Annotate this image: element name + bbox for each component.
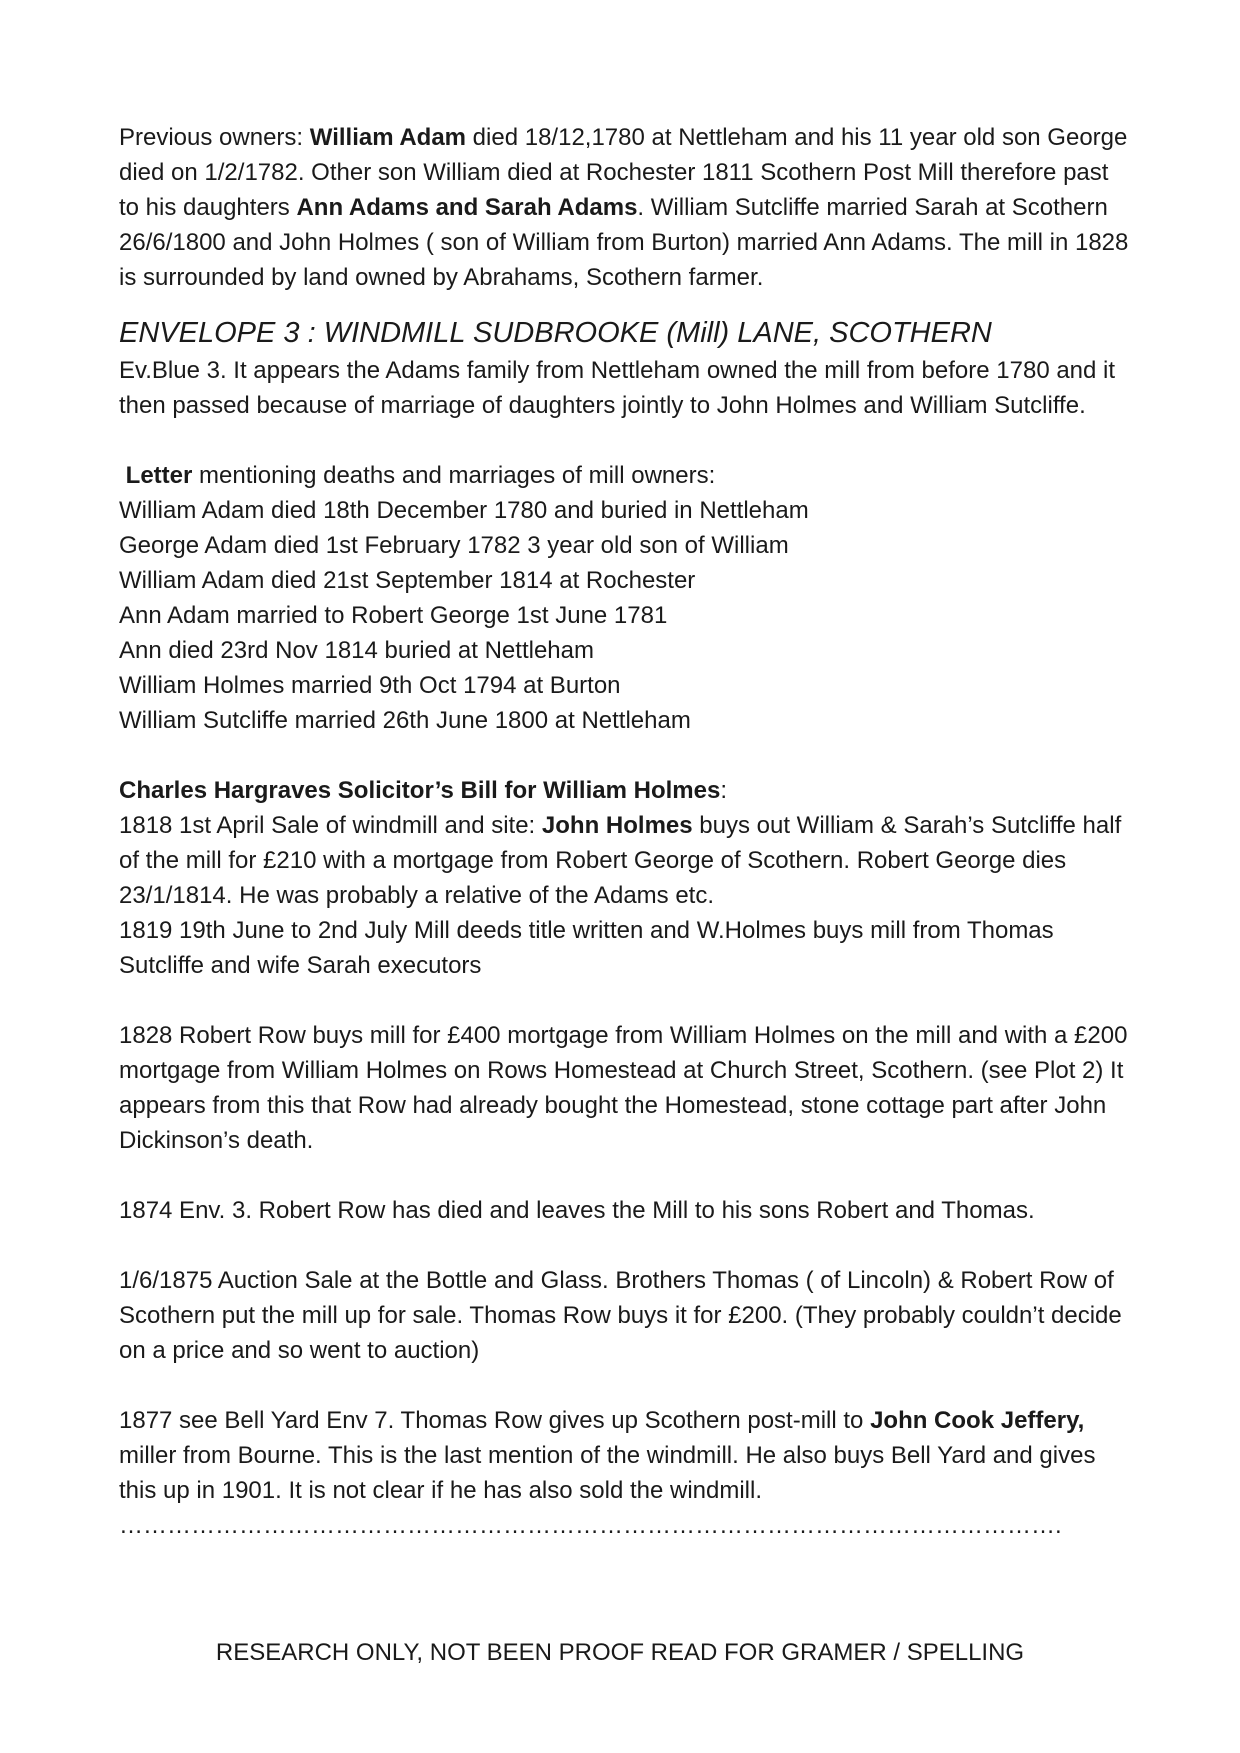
letter-line: William Sutcliffe married 26th June 1800 at Nettleham — [119, 707, 691, 734]
solicitor-bill-section — [119, 773, 1129, 983]
bold-name: Ann Adams and Sarah Adams — [296, 194, 638, 221]
letter-line: William Adam died 18th December 1780 and buried in Nettleham — [119, 497, 809, 524]
entry-1877 — [119, 1403, 1129, 1508]
ev-blue-paragraph: Ev.Blue 3. It appears the Adams family from Nettleham owned the mill from before 1780 and it then passed because of marriage of daughters jointly to John Holmes and William Sutcliffe. — [119, 357, 1116, 419]
letter-line: Ann Adam married to Robert George 1st June 1781 — [119, 602, 668, 629]
text: buys out William & Sarah’s Sutcliffe half of the mill for £210 with a mortgage from Robert George of Scothern. Robert George dies 23/1/1814. He was probably a relative of the Adams etc. — [119, 812, 1122, 909]
text: Previous owners: — [119, 124, 310, 151]
footer-note: RESEARCH ONLY, NOT BEEN PROOF READ FOR GRAMER / SPELLING — [215, 1639, 1025, 1666]
bill-title-text: Charles Hargraves Solicitor’s Bill for William Holmes — [119, 777, 721, 804]
entry-1874: 1874 Env. 3. Robert Row has died and leaves the Mill to his sons Robert and Thomas. — [119, 1197, 1035, 1224]
bill-entry-1819: 1819 19th June to 2nd July Mill deeds title written and W.Holmes buys mill from Thomas Sutcliffe and wife Sarah executors — [119, 917, 1054, 979]
bold-name: John Cook Jeffery, — [870, 1407, 1085, 1434]
letter-line: Ann died 23rd Nov 1814 buried at Nettleham — [119, 637, 594, 664]
bill-entry-1818 — [119, 808, 1129, 913]
text: miller from Bourne. This is the last mention of the windmill. He also buys Bell Yard and gives this up in 1901. It is not clear if he has also sold the windmill. — [119, 1442, 1096, 1504]
letter-line: William Adam died 21st September 1814 at Rochester — [119, 567, 696, 594]
text: mentioning deaths and marriages of mill owners: — [192, 462, 716, 489]
section-heading: ENVELOPE 3 : WINDMILL SUDBROOKE (Mill) LANE, SCOTHERN — [119, 317, 992, 349]
text: . William Sutcliffe married Sarah at Scothern 26/6/1800 and John Holmes ( son of William from Burton) married Ann Adams. The mill in 1828 is surrounded by land owned by Abrahams, Scothern farmer. — [119, 194, 1129, 291]
bill-title — [119, 773, 1129, 808]
letter-line: William Holmes married 9th Oct 1794 at Burton — [119, 672, 621, 699]
text: died 18/12,1780 at Nettleham and his 11 year old son George died on 1/2/1782. Other son William died at Rochester 1811 Scothern Post Mill therefore past to his daughters — [119, 124, 1128, 221]
dotted-separator: ………………………………………………………………………………………………………. — [119, 1512, 1062, 1539]
letter-label: Letter — [125, 462, 193, 489]
bold-name: John Holmes — [541, 812, 693, 839]
entry-1828: 1828 Robert Row buys mill for £400 mortgage from William Holmes on the mill and with a £200 mortgage from William Holmes on Rows Homestead at Church Street, Scothern. (see Plot 2) It appears from this that Row had already bought the Homestead, stone cottage part after John Dickinson’s death. — [119, 1022, 1128, 1154]
document-body — [119, 120, 1129, 1543]
entry-1875: 1/6/1875 Auction Sale at the Bottle and Glass. Brothers Thomas ( of Lincoln) & Robert Row of Scothern put the mill up for sale. Thomas Row buys it for £200. (They probably couldn’t decide on a price and so went to auction) — [119, 1267, 1122, 1364]
letter-section — [119, 458, 1129, 738]
text: : — [720, 777, 727, 804]
letter-line: George Adam died 1st February 1782 3 year old son of William — [119, 532, 789, 559]
text: 1877 see Bell Yard Env 7. Thomas Row gives up Scothern post-mill to — [119, 1407, 871, 1434]
text: 1818 1st April Sale of windmill and site: — [119, 812, 542, 839]
bold-name: William Adam — [309, 124, 467, 151]
previous-owners-paragraph — [119, 120, 1129, 295]
letter-intro — [119, 458, 1129, 493]
